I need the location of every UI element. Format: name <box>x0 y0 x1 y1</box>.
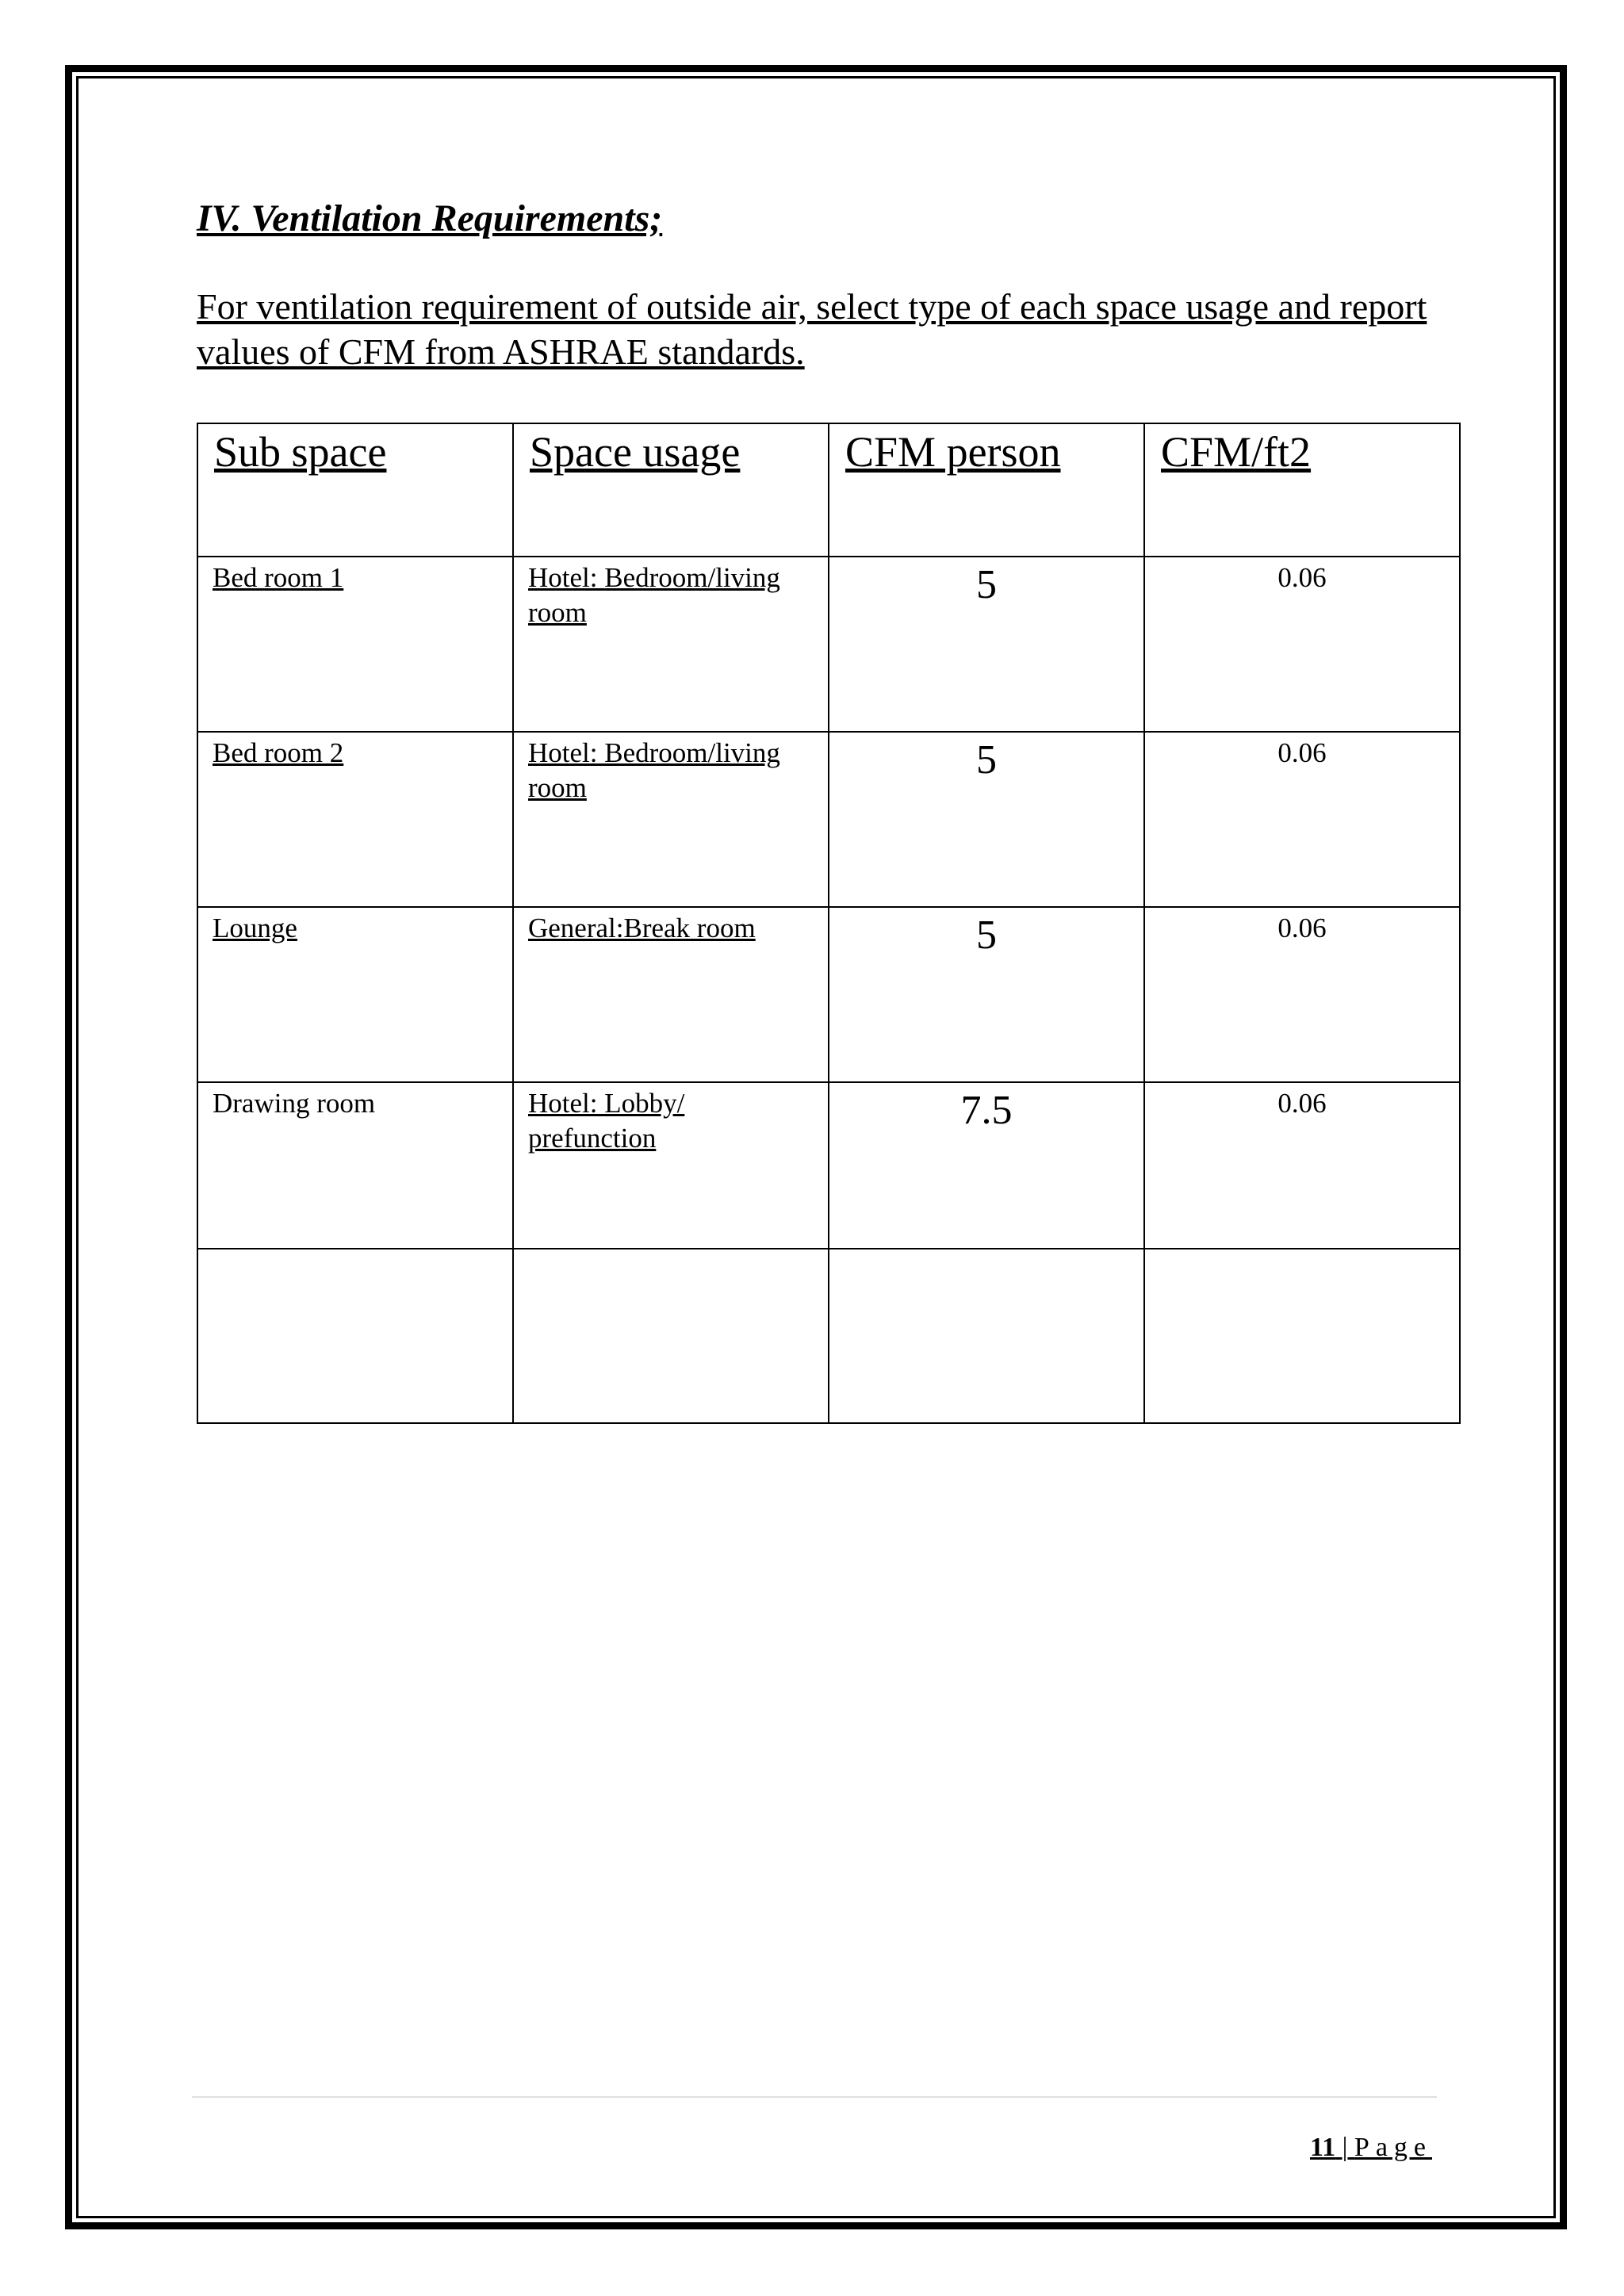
footer-separator: | <box>1342 2133 1348 2162</box>
cell-cfm-person: 5 <box>829 907 1144 1082</box>
table-row-empty <box>197 1249 1460 1423</box>
page-label: Page <box>1354 2133 1432 2162</box>
table-header-row <box>197 423 1460 557</box>
header-cfm-ft2: CFM/ft2 <box>1144 423 1460 557</box>
header-cfm-person: CFM person <box>829 423 1144 557</box>
cell-empty <box>513 1249 829 1423</box>
section-heading: IV. Ventilation Requirements; <box>197 197 663 239</box>
cell-cfm-person: 7.5 <box>829 1082 1144 1249</box>
ventilation-table <box>197 423 1461 1424</box>
table-row <box>197 907 1460 1082</box>
cell-cfm-ft2: 0.06 <box>1144 1082 1460 1249</box>
page-number: 11 <box>1309 2133 1336 2162</box>
cell-empty <box>197 1249 513 1423</box>
table-row <box>197 732 1460 907</box>
cell-sub-space: Bed room 1 <box>197 557 513 732</box>
cell-sub-space: Drawing room <box>197 1082 513 1249</box>
cell-sub-space: Lounge <box>197 907 513 1082</box>
footer-divider <box>192 2096 1437 2098</box>
page-footer <box>1310 2133 1432 2163</box>
header-space-usage: Space usage <box>513 423 829 557</box>
cell-sub-space: Bed room 2 <box>197 732 513 907</box>
table-row <box>197 557 1460 732</box>
cell-cfm-person: 5 <box>829 557 1144 732</box>
section-intro: For ventilation requirement of outside air, select type of each space usage and report values of CFM from ASHRAE standards. <box>197 286 1427 372</box>
cell-empty <box>1144 1249 1460 1423</box>
cell-cfm-ft2: 0.06 <box>1144 557 1460 732</box>
header-sub-space: Sub space <box>197 423 513 557</box>
table-row <box>197 1082 1460 1249</box>
cell-empty <box>829 1249 1144 1423</box>
cell-space-usage: Hotel: Lobby/ prefunction <box>513 1082 829 1249</box>
cell-cfm-ft2: 0.06 <box>1144 732 1460 907</box>
cell-space-usage: Hotel: Bedroom/living room <box>513 557 829 732</box>
cell-space-usage: Hotel: Bedroom/living room <box>513 732 829 907</box>
cell-cfm-ft2: 0.06 <box>1144 907 1460 1082</box>
cell-space-usage: General:Break room <box>513 907 829 1082</box>
cell-cfm-person: 5 <box>829 732 1144 907</box>
